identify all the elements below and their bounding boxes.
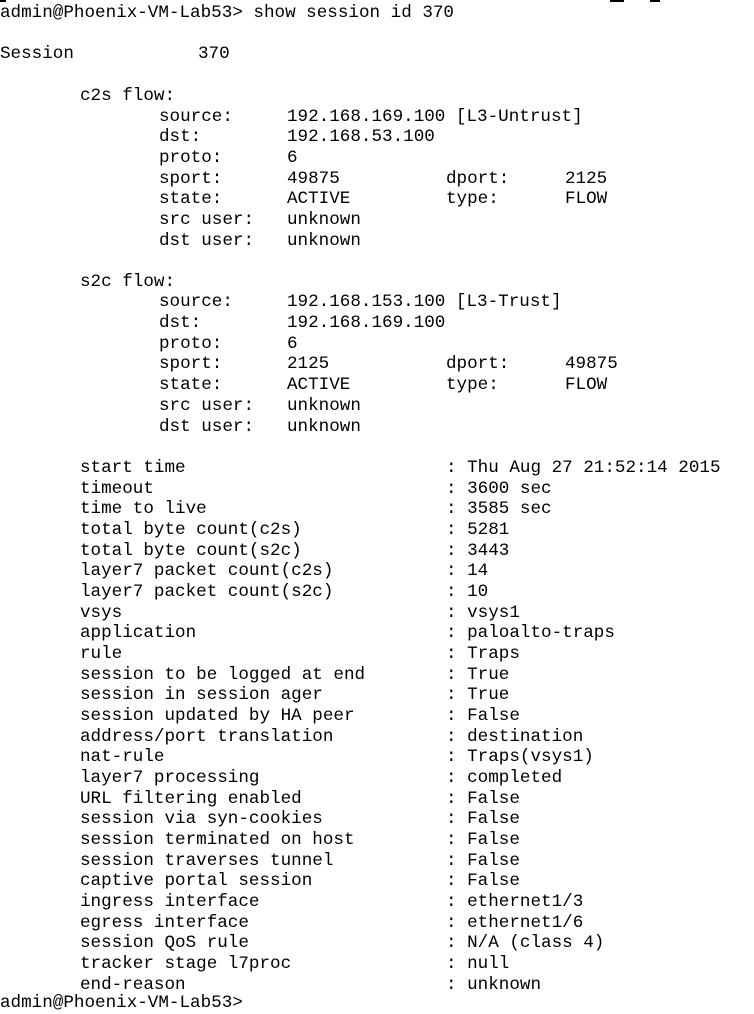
detail-key: egress interface [80, 913, 249, 933]
field-value: 192.168.169.100 [L3-Untrust] [287, 107, 583, 127]
field-value: 2125 [565, 169, 608, 189]
field-value: 192.168.169.100 [287, 313, 446, 333]
field-label: proto: [159, 334, 223, 354]
s2c-dst-user-row [0, 417, 361, 438]
detail-value: : False [446, 809, 520, 829]
field-label: sport: [159, 354, 223, 374]
field-label: dst user: [159, 231, 255, 251]
section-heading: s2c flow: [80, 272, 176, 292]
session-label: Session [0, 44, 74, 64]
detail-value: : 10 [446, 582, 489, 602]
c2s-src-user-row [0, 210, 361, 231]
field-label: dst user: [159, 417, 255, 437]
detail-value: : True [446, 665, 510, 685]
c2s-dst-row [0, 127, 435, 148]
detail-key: URL filtering enabled [80, 789, 302, 809]
field-label: type: [446, 189, 499, 209]
detail-value: : completed [446, 768, 563, 788]
detail-value: : ethernet1/6 [446, 913, 584, 933]
s2c-source-row [0, 292, 562, 313]
s2c-src-user-row [0, 396, 361, 417]
field-value: 49875 [565, 354, 618, 374]
command-prompt-line: admin@Phoenix-VM-Lab53> show session id 370 [0, 3, 454, 23]
field-label: source: [159, 292, 233, 312]
field-value: unknown [287, 210, 361, 230]
detail-value: : 3443 [446, 541, 510, 561]
field-label: src user: [159, 210, 255, 230]
field-value: 6 [287, 148, 298, 168]
s2c-proto-row [0, 334, 298, 355]
detail-value: : destination [446, 727, 584, 747]
detail-value: : ethernet1/3 [446, 892, 584, 912]
field-value: unknown [287, 231, 361, 251]
detail-key: nat-rule [80, 747, 165, 767]
s2c-dst-row [0, 313, 446, 334]
detail-key: end-reason [80, 975, 186, 995]
s2c-state-row [0, 375, 608, 396]
detail-value: : 5281 [446, 520, 510, 540]
detail-key: time to live [80, 499, 207, 519]
detail-value: : N/A (class 4) [446, 933, 605, 953]
field-value: 49875 [287, 169, 340, 189]
c2s-port-row [0, 169, 608, 190]
field-label: state: [159, 189, 223, 209]
detail-value: : 3600 sec [446, 479, 552, 499]
detail-value: : vsys1 [446, 603, 520, 623]
s2c-flow-heading [0, 272, 176, 293]
detail-value: : Thu Aug 27 21:52:14 2015 [446, 458, 721, 478]
field-label: proto: [159, 148, 223, 168]
field-value: unknown [287, 417, 361, 437]
detail-key: application [80, 623, 197, 643]
detail-value: : False [446, 851, 520, 871]
s2c-port-row [0, 354, 618, 375]
detail-value: : 14 [446, 561, 489, 581]
detail-key: total byte count(s2c) [80, 541, 302, 561]
next-prompt-partial: admin@Phoenix-VM-Lab53> [0, 993, 243, 1013]
session-header-line [0, 44, 230, 65]
detail-key: captive portal session [80, 871, 313, 891]
field-label: src user: [159, 396, 255, 416]
detail-key: rule [80, 644, 123, 664]
c2s-proto-row [0, 148, 298, 169]
detail-key: ingress interface [80, 892, 260, 912]
c2s-source-row [0, 107, 583, 128]
field-label: dst: [159, 127, 202, 147]
detail-key: session terminated on host [80, 830, 355, 850]
detail-key: vsys [80, 603, 123, 623]
detail-key: session via syn-cookies [80, 809, 323, 829]
clipped-text-fragment [610, 0, 624, 2]
field-label: dport: [446, 169, 510, 189]
detail-key: session in session ager [80, 685, 323, 705]
detail-value: : False [446, 830, 520, 850]
detail-value: : null [446, 954, 510, 974]
detail-key: session updated by HA peer [80, 706, 355, 726]
detail-value: : Traps [446, 644, 520, 664]
field-label: source: [159, 107, 233, 127]
field-value: 6 [287, 334, 298, 354]
section-heading: c2s flow: [80, 86, 176, 106]
field-value: ACTIVE [287, 189, 351, 209]
field-label: type: [446, 375, 499, 395]
field-value: 192.168.53.100 [287, 127, 435, 147]
detail-value: : True [446, 685, 510, 705]
detail-key: layer7 processing [80, 768, 260, 788]
detail-value: : False [446, 706, 520, 726]
c2s-dst-user-row [0, 231, 361, 252]
field-value: ACTIVE [287, 375, 351, 395]
detail-key: session QoS rule [80, 933, 249, 953]
field-label: sport: [159, 169, 223, 189]
detail-value: : unknown [446, 975, 542, 995]
field-value: 192.168.153.100 [L3-Trust] [287, 292, 562, 312]
field-label: dport: [446, 354, 510, 374]
field-value: FLOW [565, 189, 608, 209]
c2s-state-row [0, 189, 608, 210]
clipped-text-fragment [0, 0, 6, 2]
detail-key: tracker stage l7proc [80, 954, 292, 974]
field-value: FLOW [565, 375, 608, 395]
clipped-text-fragment [650, 0, 660, 2]
field-value: unknown [287, 396, 361, 416]
detail-value: : paloalto-traps [446, 623, 615, 643]
field-value: 2125 [287, 354, 330, 374]
detail-key: timeout [80, 479, 154, 499]
detail-key: start time [80, 458, 186, 478]
detail-value: : Traps(vsys1) [446, 747, 594, 767]
detail-key: address/port translation [80, 727, 334, 747]
detail-value: : False [446, 789, 520, 809]
detail-key: total byte count(c2s) [80, 520, 302, 540]
detail-key: session traverses tunnel [80, 851, 334, 871]
field-label: dst: [159, 313, 202, 333]
detail-value: : 3585 sec [446, 499, 552, 519]
detail-key: layer7 packet count(s2c) [80, 582, 334, 602]
field-label: state: [159, 375, 223, 395]
detail-key: layer7 packet count(c2s) [80, 561, 334, 581]
session-id: 370 [198, 44, 230, 64]
detail-value: : False [446, 871, 520, 891]
c2s-flow-heading [0, 86, 176, 107]
detail-key: session to be logged at end [80, 665, 366, 685]
